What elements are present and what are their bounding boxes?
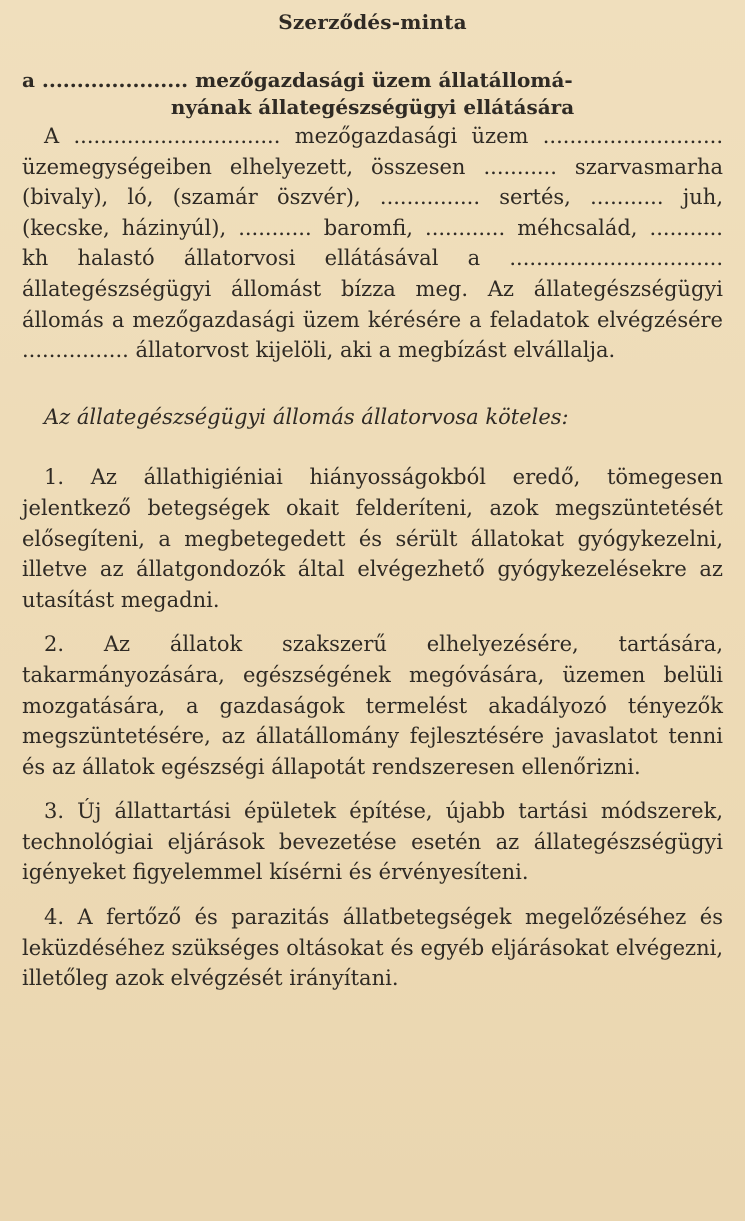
duty-paragraph-3: 3. Új állattartási épületek építése, újabb tartási módszerek, technológiai eljárások bevezetése esetén az állategészségügyi igényeket figyelemmel kísérni és érvényesíteni.	[22, 799, 723, 885]
duty-paragraph-1: 1. Az állathigiéniai hiányosságokból eredő, tömegesen jelentkező betegségek okait felderíteni, azok megszüntetését elősegíteni, a megbetegedett és sérült állatokat gyógykezelni, illetve az állatgondozók által elvégezhető gyógykezelésekre az utasítást megadni.	[22, 465, 723, 612]
document-title: Szerződés-minta	[278, 10, 467, 34]
subtitle-line-1: a ..................... mezőgazdasági üzem állatállomá-	[22, 68, 573, 92]
intro-paragraph: A ............................... mezőgazdasági üzem ........................... üzemegységeiben elhelyezett, összesen ........... szarvasmarha (bivaly), ló, (szamár öszvér), ............... sertés, ........... juh, (kecske, házinyúl), ........... baromfi, ............ méhcsalád, ........... kh halastó állatorvosi ellátásával a ................................ állategészségügyi állomást bízza meg. Az állategészségügyi állomás a mezőgazdasági üzem kérésére a feladatok elvégzésére ................ állatorvost kijelöli, aki a megbízást elvállalja.	[22, 124, 723, 363]
section-heading: Az állategészségügyi állomás állatorvosa köteles:	[44, 404, 569, 429]
document-body	[22, 121, 723, 994]
document-subtitle	[22, 67, 723, 121]
duty-paragraph-2: 2. Az állatok szakszerű elhelyezésére, tartására, takarmányozására, egészségének megóvására, üzemen belüli mozgatására, a gazdaságok termelést akadályozó tényezők megszüntetésére, az állatállomány fejlesztésére javaslatot tenni és az állatok egészségi állapotát rendszeresen ellenőrizni.	[22, 632, 723, 779]
duty-paragraph-4: 4. A fertőző és parazitás állatbetegségek megelőzéséhez és leküzdéséhez szükséges oltásokat és egyéb eljárásokat elvégezni, illetőleg azok elvégzését irányítani.	[22, 905, 723, 991]
subtitle-line-2: nyának állategészségügyi ellátására	[170, 95, 575, 119]
